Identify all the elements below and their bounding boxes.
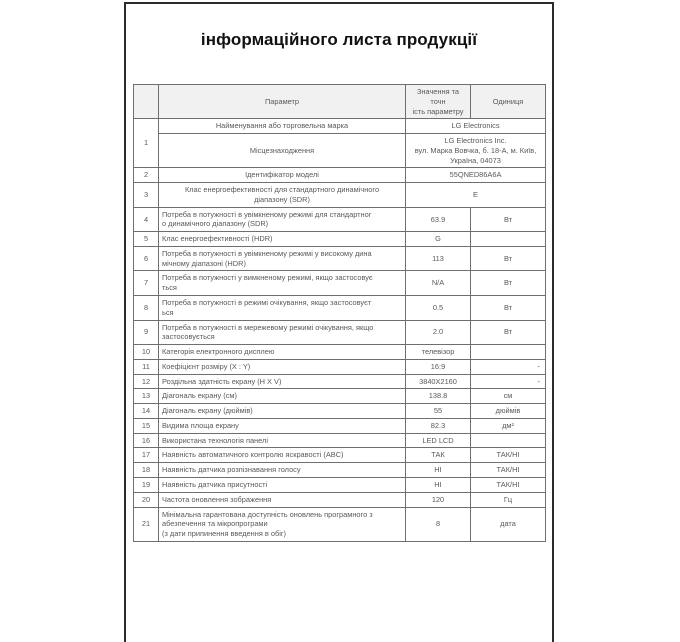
row-parameter: Діагональ екрану (дюймів) — [159, 404, 406, 419]
header-index — [134, 85, 159, 119]
header-value — [406, 85, 471, 119]
row-parameter-line: ься — [162, 307, 174, 317]
table-row — [134, 374, 546, 389]
row-index: 11 — [134, 359, 159, 374]
row-value: LED LCD — [406, 433, 471, 448]
table-row — [134, 320, 546, 345]
row-value-line: Україна, 04073 — [450, 155, 501, 165]
row-index: 18 — [134, 463, 159, 478]
row-parameter: Клас енергоефективності (HDR) — [159, 232, 406, 247]
row-value-line: LG Electronics Inc. — [444, 136, 507, 146]
row-value: 3840X2160 — [406, 374, 471, 389]
product-information-table — [133, 84, 546, 542]
row-parameter-line: мічному діапазоні (HDR) — [162, 258, 246, 268]
row-index: 6 — [134, 246, 159, 271]
table-row — [134, 246, 546, 271]
row-value: 63.9 — [406, 207, 471, 232]
row-parameter-line: абезпечення та мікропрограми — [162, 519, 268, 529]
page-title: інформаційного листа продукції — [200, 30, 478, 49]
table-row — [134, 389, 546, 404]
row-index: 12 — [134, 374, 159, 389]
row-value: 82.3 — [406, 418, 471, 433]
row-parameter-line: Потреба в потужності в режимі очікування, якщо застосовуєт — [162, 298, 372, 308]
row-parameter: Наявність датчика розпізнавання голосу — [159, 463, 406, 478]
header-unit: Одиниця — [471, 85, 546, 119]
row-parameter: Місцезнаходження — [159, 134, 406, 168]
row-parameter-line: (з дати припинення введення в обіг) — [162, 529, 286, 539]
row-value: 0.5 — [406, 296, 471, 321]
header-value-line1: Значення та точн — [416, 87, 460, 106]
row-value: 113 — [406, 246, 471, 271]
row-index: 13 — [134, 389, 159, 404]
row-index: 1 — [134, 119, 159, 168]
table-row — [134, 477, 546, 492]
table-row — [134, 232, 546, 247]
table-row — [134, 168, 546, 183]
table-row — [134, 119, 546, 134]
table-row — [134, 134, 546, 168]
row-parameter: Категорія електронного дисплею — [159, 345, 406, 360]
table-row — [134, 433, 546, 448]
row-index: 7 — [134, 271, 159, 296]
table-row — [134, 418, 546, 433]
row-unit: Гц — [471, 492, 546, 507]
row-parameter — [159, 207, 406, 232]
row-value: телевізор — [406, 345, 471, 360]
row-parameter — [159, 296, 406, 321]
row-parameter: Частота оновлення зображення — [159, 492, 406, 507]
row-parameter: Наявність автоматичного контролю яскравості (ABC) — [159, 448, 406, 463]
row-value: 55 — [406, 404, 471, 419]
row-value: 120 — [406, 492, 471, 507]
row-parameter: Наявність датчика присутності — [159, 477, 406, 492]
table-row — [134, 448, 546, 463]
table-row — [134, 492, 546, 507]
row-unit: дюймів — [471, 404, 546, 419]
row-parameter-line: о динамічного діапазону (SDR) — [162, 219, 269, 229]
row-value: G — [406, 232, 471, 247]
header-value-line2: ість параметру — [412, 106, 464, 116]
row-index: 17 — [134, 448, 159, 463]
row-value: НІ — [406, 463, 471, 478]
row-parameter — [159, 320, 406, 345]
table-row — [134, 359, 546, 374]
row-index: 10 — [134, 345, 159, 360]
row-unit: Вт — [471, 207, 546, 232]
row-value: 8 — [406, 507, 471, 541]
row-parameter-line: Потреба в потужності в увімкненому режимі для стандартног — [162, 209, 372, 219]
row-index: 15 — [134, 418, 159, 433]
row-unit: - — [471, 359, 546, 374]
row-index: 2 — [134, 168, 159, 183]
row-unit: дм² — [471, 418, 546, 433]
row-unit: Вт — [471, 271, 546, 296]
row-value: 55QNED86A6A — [406, 168, 546, 183]
table-row — [134, 463, 546, 478]
row-parameter — [159, 183, 406, 208]
row-unit: ТАК/НІ — [471, 448, 546, 463]
row-value: НІ — [406, 477, 471, 492]
row-index: 8 — [134, 296, 159, 321]
row-unit: ТАК/НІ — [471, 463, 546, 478]
row-value — [406, 134, 546, 168]
row-unit: ТАК/НІ — [471, 477, 546, 492]
row-unit: Вт — [471, 320, 546, 345]
row-value: E — [406, 183, 546, 208]
table-row — [134, 296, 546, 321]
row-parameter — [159, 507, 406, 541]
row-unit: - — [471, 374, 546, 389]
row-value: 138.8 — [406, 389, 471, 404]
row-unit: дата — [471, 507, 546, 541]
row-value: 2.0 — [406, 320, 471, 345]
row-parameter — [159, 246, 406, 271]
row-unit — [471, 345, 546, 360]
row-parameter-line: Клас енергоефективності для стандартного динамічного — [184, 185, 380, 195]
row-parameter: Ідентифікатор моделі — [159, 168, 406, 183]
table-row — [134, 207, 546, 232]
table-header — [134, 85, 546, 119]
table-row — [134, 507, 546, 541]
row-parameter: Роздільна здатність екрану (H X V) — [159, 374, 406, 389]
row-parameter: Використана технологія панелі — [159, 433, 406, 448]
row-index: 21 — [134, 507, 159, 541]
row-unit — [471, 433, 546, 448]
row-parameter: Найменування або торговельна марка — [159, 119, 406, 134]
row-unit: Вт — [471, 296, 546, 321]
row-parameter-line: застосовується — [162, 332, 215, 342]
row-parameter-line: Потреба в потужності у вимкненому режимі, якщо застосовує — [162, 273, 373, 283]
row-index: 14 — [134, 404, 159, 419]
row-parameter: Діагональ екрану (см) — [159, 389, 406, 404]
row-value: 16:9 — [406, 359, 471, 374]
row-parameter — [159, 271, 406, 296]
row-unit — [471, 232, 546, 247]
row-parameter-line: Потреба в потужності в мережевому режимі очікування, якщо — [162, 322, 374, 332]
row-value: LG Electronics — [406, 119, 546, 134]
row-parameter: Коефіцієнт розміру (X : Y) — [159, 359, 406, 374]
row-value-line: вул. Марка Вовчка, б. 18-А, м. Київ, — [414, 145, 537, 155]
row-index: 3 — [134, 183, 159, 208]
table-row — [134, 183, 546, 208]
row-index: 20 — [134, 492, 159, 507]
row-parameter: Видима площа екрану — [159, 418, 406, 433]
row-index: 16 — [134, 433, 159, 448]
table-row — [134, 271, 546, 296]
row-unit: Вт — [471, 246, 546, 271]
row-parameter-line: Потреба в потужності в увімкненому режимі у високому дина — [162, 248, 372, 258]
row-value: ТАК — [406, 448, 471, 463]
row-parameter-line: Мінімальна гарантована доступність оновлень програмного з — [162, 509, 373, 519]
table-body — [134, 119, 546, 542]
table-row — [134, 404, 546, 419]
row-index: 4 — [134, 207, 159, 232]
row-parameter-line: ться — [162, 283, 177, 293]
row-unit: см — [471, 389, 546, 404]
row-index: 9 — [134, 320, 159, 345]
header-parameter: Параметр — [159, 85, 406, 119]
row-index: 5 — [134, 232, 159, 247]
table-row — [134, 345, 546, 360]
row-index: 19 — [134, 477, 159, 492]
table-header-row — [134, 85, 546, 119]
row-value: N/A — [406, 271, 471, 296]
row-parameter-line: діапазону (SDR) — [254, 194, 310, 204]
